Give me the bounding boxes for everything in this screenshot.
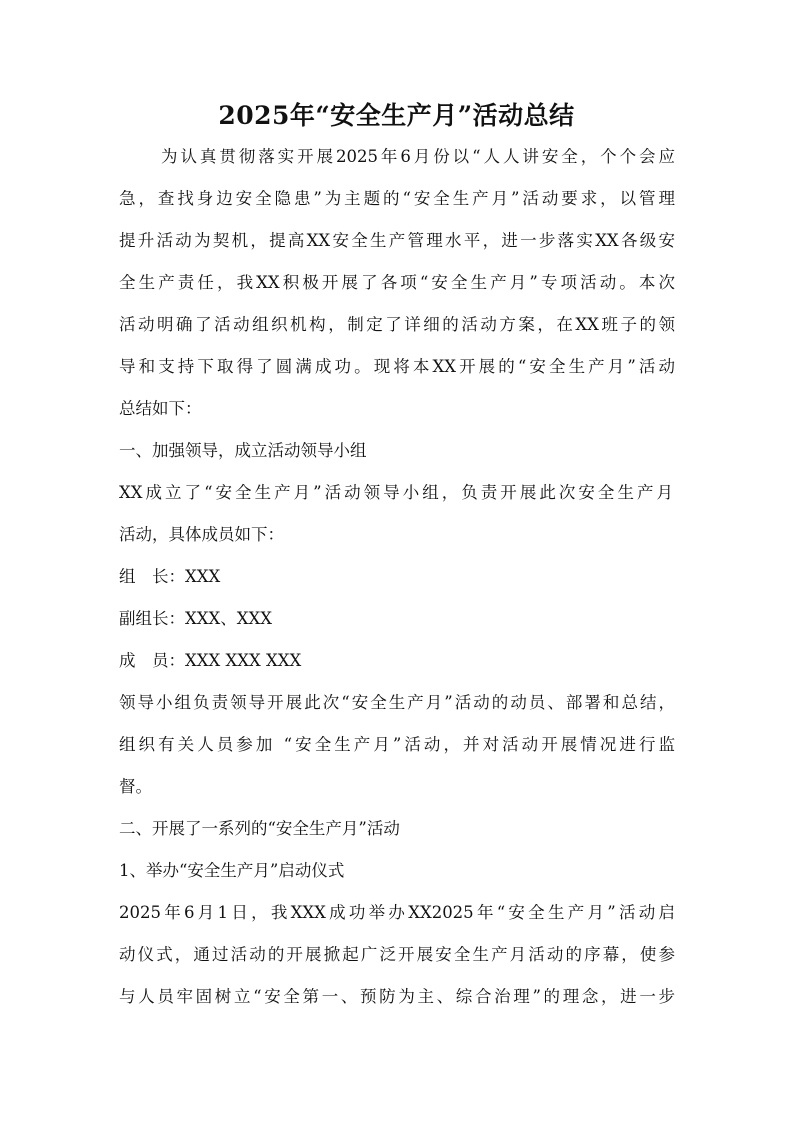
- paragraph-line: 2025年6月1日，我XXX成功举办XX2025年“安全生产月”活动启: [119, 903, 675, 922]
- member-line: 成 员：XXX XXX XXX: [119, 651, 302, 670]
- paragraph-line: 总结如下：: [119, 399, 202, 418]
- section-heading: 一、加强领导，成立活动领导小组: [119, 441, 367, 460]
- paragraph-line: 全生产责任，我XX积极开展了各项“安全生产月”专项活动。本次: [119, 273, 675, 292]
- paragraph-line: 与人员牢固树立“安全第一、预防为主、综合治理”的理念，进一步: [119, 987, 675, 1006]
- paragraph-line: 领导小组负责领导开展此次“安全生产月”活动的动员、部署和总结，: [119, 693, 675, 712]
- paragraph-line: 组织有关人员参加 “安全生产月”活动，并对活动开展情况进行监: [119, 735, 675, 754]
- paragraph-line: 急，查找身边安全隐患”为主题的“安全生产月”活动要求，以管理: [119, 189, 675, 208]
- paragraph-line: XX成立了“安全生产月”活动领导小组，负责开展此次安全生产月: [119, 483, 673, 502]
- paragraph-line: 为认真贯彻落实开展2025年6月份以“人人讲安全，个个会应: [161, 147, 675, 166]
- paragraph-line: 活动明确了活动组织机构，制定了详细的活动方案，在XX班子的领: [119, 315, 675, 334]
- paragraph-line: 活动，具体成员如下：: [119, 525, 284, 544]
- paragraph-line: 督。: [119, 777, 152, 796]
- subsection-heading: 1、举办“安全生产月”启动仪式: [119, 861, 345, 880]
- member-line: 组 长：XXX: [119, 567, 221, 586]
- paragraph-line: 提升活动为契机，提高XX安全生产管理水平，进一步落实XX各级安: [119, 231, 675, 250]
- paragraph-line: 动仪式，通过活动的开展掀起广泛开展安全生产月活动的序幕，使参: [119, 945, 675, 964]
- document-title: 2025年“安全生产月”活动总结: [218, 101, 575, 130]
- section-heading: 二、开展了一系列的“安全生产月”活动: [119, 819, 400, 838]
- member-line: 副组长：XXX、XXX: [119, 609, 272, 628]
- paragraph-line: 导和支持下取得了圆满成功。现将本XX开展的“安全生产月”活动: [119, 357, 675, 376]
